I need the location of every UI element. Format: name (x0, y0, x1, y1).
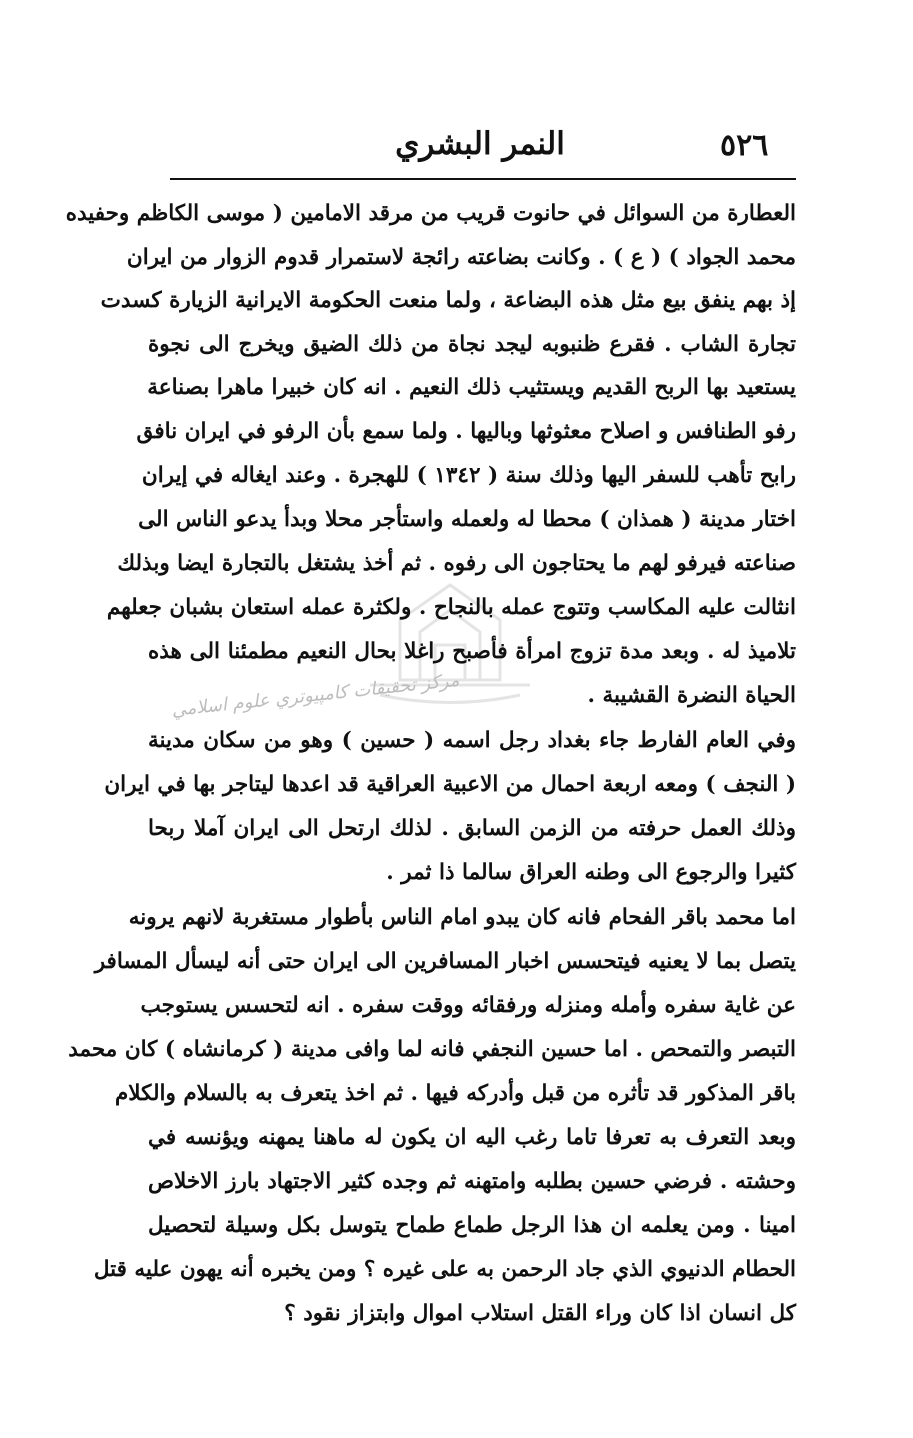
page-number: ٥٢٦ (720, 128, 769, 163)
text-line: تلاميذ له . وبعد مدة تزوج امرأة فأصبح راغلا بحال النعيم مطمئنا الى هذه (148, 639, 796, 664)
text-line: الحطام الدنيوي الذي جاد الرحمن به على غيره ؟ ومن يخبره أنه يهون عليه قتل (93, 1257, 796, 1282)
text-line: إذ بهم ينفق بيع مثل هذه البضاعة ، ولما منعت الحكومة الايرانية الزيارة كسدت (100, 288, 796, 313)
text-line: عن غاية سفره وأمله ومنزله ورفقائه ووقت سفره . انه لتحسس يستوجب (140, 993, 796, 1018)
text-line: كل انسان اذا كان وراء القتل استلاب اموال وابتزاز نقود ؟ (284, 1301, 796, 1326)
text-line: الحياة النضرة القشيبة . (587, 683, 796, 708)
text-line: اما محمد باقر الفحام فانه كان يبدو امام الناس بأطوار مستغربة لانهم يرونه (128, 905, 796, 930)
text-line: امينا . ومن يعلمه ان هذا الرجل طماع طماح يتوسل بكل وسيلة لتحصيل (148, 1213, 796, 1238)
text-line: ( النجف ) ومعه اربعة احمال من الاعبية العراقية قد اعدها ليتاجر بها في ايران (104, 772, 796, 797)
text-line: العطارة من السوائل في حانوت قريب من مرقد الامامين ( موسى الكاظم وحفيده (65, 201, 796, 226)
text-line: اختار مدينة ( همذان ) محطا له ولعمله واستأجر محلا وبدأ يدعو الناس الى (138, 507, 796, 532)
text-line: يستعيد بها الربح القديم ويستثيب ذلك النعيم . انه كان خبيرا ماهرا بصناعة (147, 375, 796, 400)
text-line: رفو الطنافس و اصلاح معثوثها وباليها . ولما سمع بأن الرفو في ايران نافق (136, 419, 796, 444)
text-line: كثيرا والرجوع الى وطنه العراق سالما ذا ثمر . (386, 860, 796, 885)
text-line: يتصل بما لا يعنيه فيتحسس اخبار المسافرين الى ايران حتى أنه ليسأل المسافر (94, 949, 796, 974)
text-line: التبصر والتمحص . اما حسين النجفي فانه لما وافى مدينة ( كرمانشاه ) كان محمد (68, 1037, 796, 1062)
text-line: رابح تأهب للسفر اليها وذلك سنة ( ١٣٤٢ ) للهجرة . وعند ايغاله في إيران (141, 463, 796, 488)
text-line: انثالت عليه المكاسب وتتوج عمله بالنجاح . ولكثرة عمله استعان بشبان جعلهم (106, 595, 796, 620)
text-line: وذلك العمل حرفته من الزمن السابق . لذلك ارتحل الى ايران آملا ربحا (148, 816, 796, 841)
text-line: صناعته فيرفو لهم ما يحتاجون الى رفوه . ثم أخذ يشتغل بالتجارة ايضا وبذلك (117, 551, 796, 576)
running-title: النمر البشري (395, 126, 565, 162)
text-line: وبعد التعرف به تعرفا تاما رغب اليه ان يكون له ماهنا يمهنه ويؤنسه في (148, 1125, 796, 1150)
watermark-text: مركز تحقيقات كامپيوتري علوم اسلامي (170, 669, 461, 721)
text-line: باقر المذكور قد تأثره من قبل وأدركه فيها . ثم اخذ يتعرف به بالسلام والكلام (114, 1081, 796, 1106)
text-line: وفي العام الفارط جاء بغداد رجل اسمه ( حسين ) وهو من سكان مدينة (148, 728, 796, 753)
text-line: وحشته . فرضي حسين بطلبه وامتهنه ثم وجده كثير الاجتهاد بارز الاخلاص (148, 1169, 796, 1194)
text-line: محمد الجواد ) ( ع ) . وكانت بضاعته رائجة لاستمرار قدوم الزوار من ايران (126, 245, 796, 270)
text-line: تجارة الشاب . فقرع ظنبوبه ليجد نجاة من ذلك الضيق ويخرج الى نجوة (148, 332, 796, 357)
